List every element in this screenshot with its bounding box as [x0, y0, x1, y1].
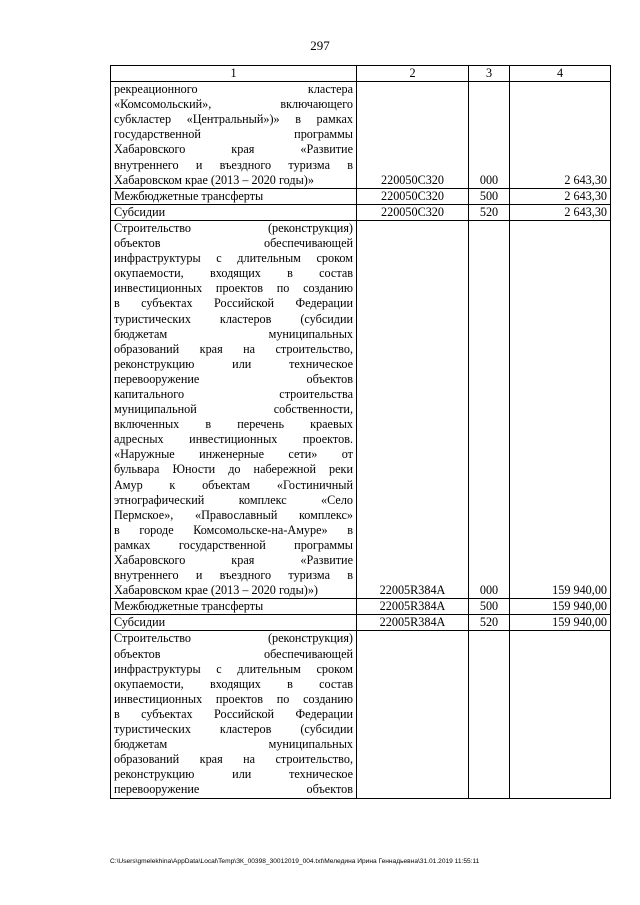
row-expense-kind: [469, 631, 510, 798]
row-target-code: 220050C320: [357, 204, 469, 220]
description-line: объектов обеспечивающей: [114, 646, 353, 661]
table-row: [111, 631, 611, 798]
description-line: внутреннего и въездного туризма в: [114, 568, 353, 583]
description-line: Хабаровском крае (2013 – 2020 годы)»: [114, 172, 314, 187]
description-line: инвестиционных проектов по созданию: [114, 691, 353, 706]
description-line: реконструкцию или техническое: [114, 356, 353, 371]
description-line: Межбюджетные трансферты: [114, 188, 264, 203]
row-amount: 159 940,00: [510, 615, 611, 631]
description-line: рекреационного кластера: [114, 82, 353, 97]
description-line: инфраструктуры с длительным сроком: [114, 251, 353, 266]
row-amount: 159 940,00: [510, 599, 611, 615]
description-line: Строительство (реконструкция): [114, 631, 353, 646]
description-line: рамках государственной программы: [114, 537, 353, 552]
description-line: реконструкцию или техническое: [114, 767, 353, 782]
row-amount: 2 643,30: [510, 188, 611, 204]
row-target-code: 220050C320: [357, 82, 469, 189]
row-expense-kind: 520: [469, 615, 510, 631]
description-line: в городе Комсомольске-на-Амуре» в: [114, 522, 353, 537]
table-row: [111, 188, 611, 204]
description-line: инфраструктуры с длительным сроком: [114, 661, 353, 676]
budget-table-body: [111, 66, 611, 799]
table-row: [111, 204, 611, 220]
description-line: в субъектах Российской Федерации: [114, 706, 353, 721]
description-line: туристических кластеров (субсидии: [114, 311, 353, 326]
description-line: объектов обеспечивающей: [114, 236, 353, 251]
description-line: «Комсомольский», включающего: [114, 97, 353, 112]
description-line: муниципальной собственности,: [114, 402, 353, 417]
description-line: образований края на строительство,: [114, 752, 353, 767]
description-line: капитального строительства: [114, 386, 353, 401]
row-description: [111, 599, 357, 615]
description-line: Хабаровском крае (2013 – 2020 годы)»): [114, 583, 318, 598]
column-header-2: 2: [357, 66, 469, 82]
row-description: [111, 631, 357, 798]
description-line: бульвара Юности до набережной реки: [114, 462, 353, 477]
description-line: внутреннего и въездного туризма в: [114, 157, 353, 172]
table-row: [111, 220, 611, 598]
page-number: 297: [310, 38, 330, 53]
description-line: в субъектах Российской Федерации: [114, 296, 353, 311]
table-row: [111, 615, 611, 631]
description-line: «Наружные инженерные сети» от: [114, 447, 353, 462]
description-line: субкластер «Центральный»)» в рамках: [114, 112, 353, 127]
row-target-code: 22005R384A: [357, 220, 469, 598]
row-amount: 159 940,00: [510, 220, 611, 598]
row-description: [111, 82, 357, 189]
table-header-row: [111, 66, 611, 82]
row-description: [111, 220, 357, 598]
description-line: бюджетам муниципальных: [114, 737, 353, 752]
column-header-1: 1: [111, 66, 357, 82]
row-amount: 2 643,30: [510, 204, 611, 220]
file-path-footer: C:\Users\gmelekhina\AppData\Local\Temp\ЗК_00398_30012019_004.txt\Меледина Ирина Геннадьевна\31.01.2019 11:55:11: [110, 858, 480, 865]
description-line: туристических кластеров (субсидии: [114, 722, 353, 737]
row-expense-kind: 000: [469, 82, 510, 189]
description-line: образований края на строительство,: [114, 341, 353, 356]
description-line: Субсидии: [114, 204, 166, 219]
description-line: Амур к объектам «Гостиничный: [114, 477, 353, 492]
description-line: Строительство (реконструкция): [114, 220, 353, 235]
row-description: [111, 615, 357, 631]
description-line: перевооружение объектов: [114, 371, 353, 386]
description-line: перевооружение объектов: [114, 782, 353, 797]
row-amount: [510, 631, 611, 798]
description-line: инвестиционных проектов по созданию: [114, 281, 353, 296]
description-line: бюджетам муниципальных: [114, 326, 353, 341]
table-row: [111, 599, 611, 615]
row-target-code: 22005R384A: [357, 615, 469, 631]
description-line: Межбюджетные трансферты: [114, 599, 264, 614]
row-description: [111, 188, 357, 204]
row-description: [111, 204, 357, 220]
row-expense-kind: 520: [469, 204, 510, 220]
row-amount: 2 643,30: [510, 82, 611, 189]
row-expense-kind: 000: [469, 220, 510, 598]
row-expense-kind: 500: [469, 599, 510, 615]
description-line: окупаемости, входящих в состав: [114, 266, 353, 281]
column-header-3: 3: [469, 66, 510, 82]
row-expense-kind: 500: [469, 188, 510, 204]
description-line: включенных в перечень краевых: [114, 417, 353, 432]
description-line: окупаемости, входящих в состав: [114, 676, 353, 691]
table-row: [111, 82, 611, 189]
description-line: Пермское», «Православный комплекс»: [114, 507, 353, 522]
description-line: Субсидии: [114, 615, 166, 630]
row-target-code: 22005R384A: [357, 599, 469, 615]
description-line: Хабаровского края «Развитие: [114, 553, 353, 567]
column-header-4: 4: [510, 66, 611, 82]
description-line: Хабаровского края «Развитие: [114, 142, 353, 157]
row-target-code: [357, 631, 469, 798]
description-line: государственной программы: [114, 127, 353, 142]
budget-table: [110, 65, 611, 799]
row-target-code: 220050C320: [357, 188, 469, 204]
description-line: адресных инвестиционных проектов.: [114, 432, 353, 447]
description-line: этнографический комплекс «Село: [114, 492, 353, 507]
